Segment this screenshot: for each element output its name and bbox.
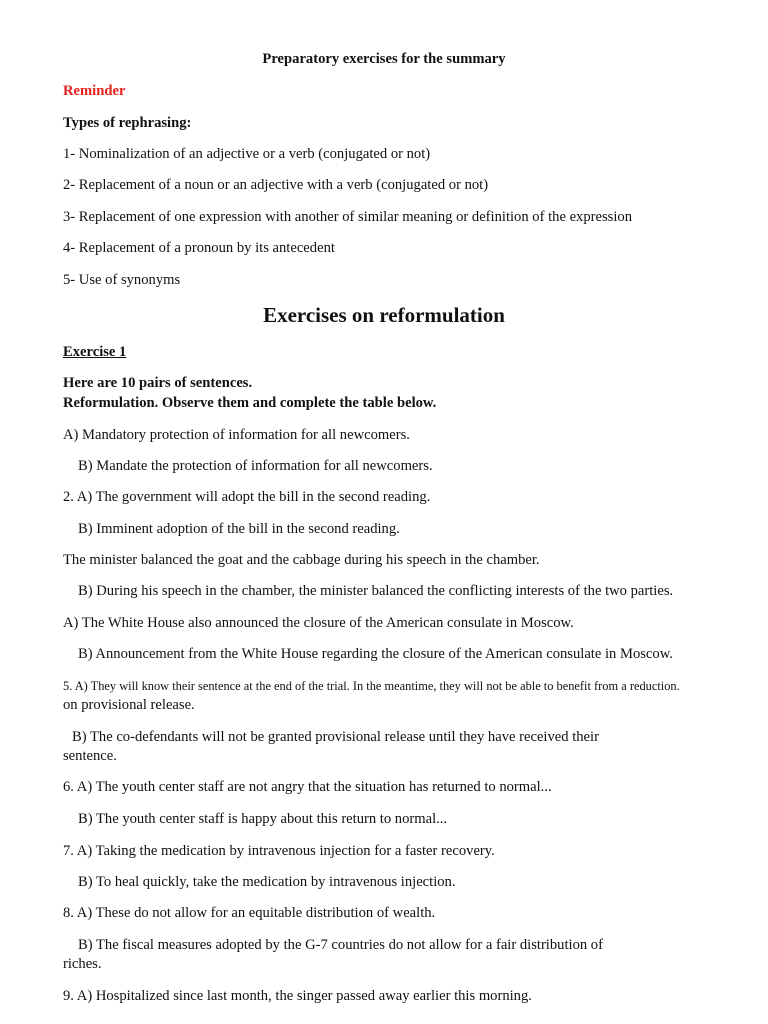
type-item: 5- Use of synonyms xyxy=(63,272,181,288)
reminder-label: Reminder xyxy=(63,83,126,99)
sentence-a: A) Mandatory protection of information for all newcomers. xyxy=(63,427,410,443)
sentence-b: B) Imminent adoption of the bill in the second reading. xyxy=(78,521,400,537)
sentence-a-continued: on provisional release. xyxy=(63,697,195,713)
document-title: Preparatory exercises for the summary xyxy=(262,51,506,67)
sentence-a: 8. A) These do not allow for an equitable distribution of wealth. xyxy=(63,905,436,921)
type-item: 3- Replacement of one expression with another of similar meaning or definition of the expression xyxy=(63,209,632,225)
sentence-b-continued: sentence. xyxy=(63,748,117,764)
exercise-label: Exercise 1 xyxy=(63,344,127,360)
type-item: 1- Nominalization of an adjective or a verb (conjugated or not) xyxy=(63,146,431,162)
sentence-b-continued: riches. xyxy=(63,956,102,972)
instructions-line: Here are 10 pairs of sentences. xyxy=(63,375,253,391)
sentence-a: 6. A) The youth center staff are not angry that the situation has returned to normal... xyxy=(63,779,552,795)
sentence-a: 2. A) The government will adopt the bill in the second reading. xyxy=(63,489,431,505)
sentence-a: The minister balanced the goat and the cabbage during his speech in the chamber. xyxy=(63,552,540,568)
type-item: 2- Replacement of a noun or an adjective with a verb (conjugated or not) xyxy=(63,177,489,193)
sentence-b: B) Announcement from the White House regarding the closure of the American consulate in Moscow. xyxy=(78,646,673,662)
type-item: 4- Replacement of a pronoun by its antecedent xyxy=(63,240,335,256)
sentence-b: B) The co-defendants will not be granted provisional release until they have received their xyxy=(72,729,599,745)
sentence-b: B) The fiscal measures adopted by the G-7 countries do not allow for a fair distribution of xyxy=(78,937,603,953)
types-heading: Types of rephrasing: xyxy=(63,115,192,131)
sentence-a: 9. A) Hospitalized since last month, the singer passed away earlier this morning. xyxy=(63,988,532,1004)
section-title: Exercises on reformulation xyxy=(263,303,505,327)
sentence-a: A) The White House also announced the closure of the American consulate in Moscow. xyxy=(63,615,574,631)
sentence-b: B) Mandate the protection of information for all newcomers. xyxy=(78,458,433,474)
sentence-b: B) To heal quickly, take the medication by intravenous injection. xyxy=(78,874,456,890)
sentence-a: 5. A) They will know their sentence at the end of the trial. In the meantime, they will not be able to benefit from a reduction. xyxy=(63,679,680,693)
instructions-line: Reformulation. Observe them and complete the table below. xyxy=(63,395,437,411)
sentence-b: B) The youth center staff is happy about this return to normal... xyxy=(78,811,448,827)
sentence-b: B) During his speech in the chamber, the minister balanced the conflicting interests of the two parties. xyxy=(78,583,674,599)
sentence-a: 7. A) Taking the medication by intravenous injection for a faster recovery. xyxy=(63,843,495,859)
